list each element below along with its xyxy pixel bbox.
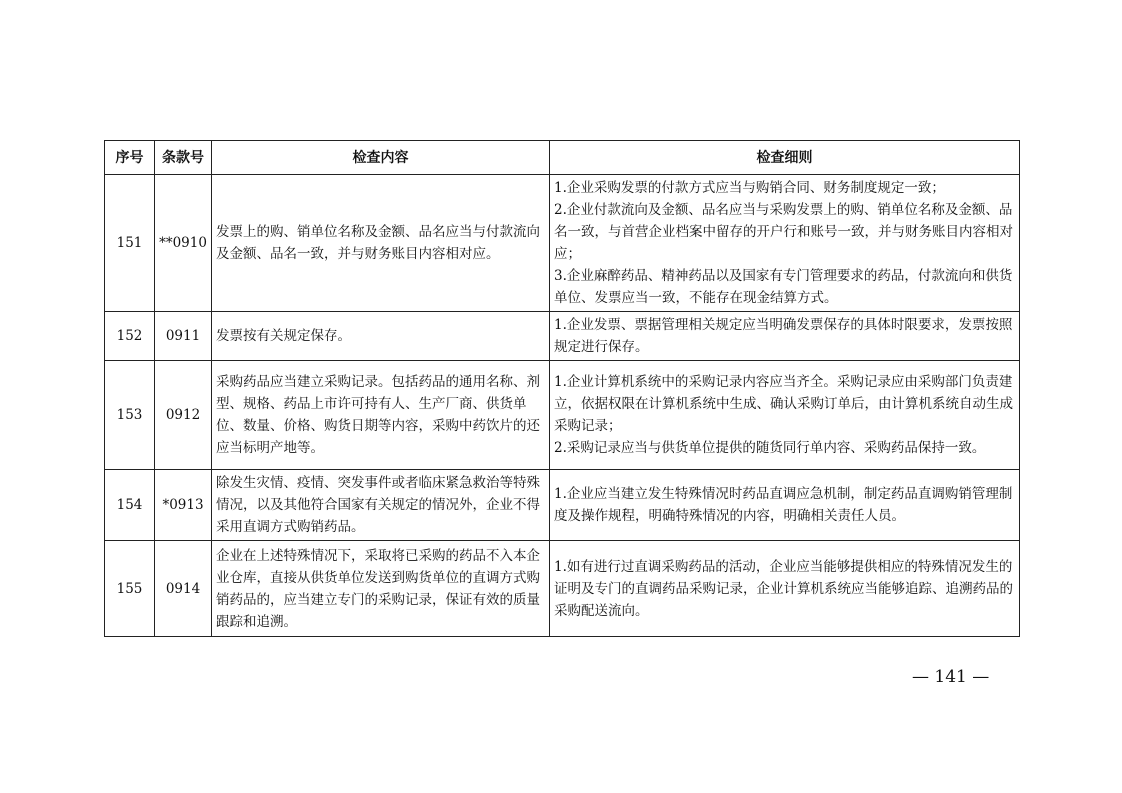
row-serial-number: 153 <box>105 361 155 470</box>
header-inspection-details: 检查细则 <box>550 141 1020 175</box>
detail-item: 3.企业麻醉药品、精神药品以及国家有专门管理要求的药品，付款流向和供货单位、发票应当一致，不能存在现金结算方式。 <box>554 268 1013 306</box>
row-inspection-content: 发票按有关规定保存。 <box>212 312 550 361</box>
detail-item: 1.企业采购发票的付款方式应当与购销合同、财务制度规定一致； <box>554 180 945 196</box>
row-clause-number: 0912 <box>155 361 212 470</box>
row-serial-number: 154 <box>105 470 155 541</box>
row-inspection-details <box>550 470 1020 541</box>
table-row <box>105 361 1020 470</box>
table-row <box>105 175 1020 312</box>
row-inspection-details <box>550 175 1020 312</box>
table-row <box>105 312 1020 361</box>
table-header <box>105 141 1020 175</box>
detail-item: 2.采购记录应当与供货单位提供的随货同行单内容、采购药品保持一致。 <box>554 440 986 456</box>
row-inspection-details <box>550 312 1020 361</box>
inspection-table <box>104 140 1020 637</box>
row-inspection-content: 企业在上述特殊情况下，采取将已采购的药品不入本企业仓库，直接从供货单位发送到购货单位的直调方式购销药品的，应当建立专门的采购记录，保证有效的质量跟踪和追溯。 <box>212 541 550 637</box>
row-inspection-details <box>550 361 1020 470</box>
row-clause-number: **0910 <box>155 175 212 312</box>
header-serial-number: 序号 <box>105 141 155 175</box>
row-clause-number: *0913 <box>155 470 212 541</box>
row-serial-number: 155 <box>105 541 155 637</box>
header-row <box>105 141 1020 175</box>
row-inspection-content: 除发生灾情、疫情、突发事件或者临床紧急救治等特殊情况，以及其他符合国家有关规定的情况外，企业不得采用直调方式购销药品。 <box>212 470 550 541</box>
detail-item: 1.企业发票、票据管理相关规定应当明确发票保存的具体时限要求，发票按照规定进行保存。 <box>554 317 1013 355</box>
detail-item: 2.企业付款流向及金额、品名应当与采购发票上的购、销单位名称及金额、品名一致，与首营企业档案中留存的开户行和账号一致，并与财务账目内容相对应； <box>554 202 1013 262</box>
row-inspection-details <box>550 541 1020 637</box>
header-clause-number: 条款号 <box>155 141 212 175</box>
row-clause-number: 0911 <box>155 312 212 361</box>
page-number: — 141 — <box>912 667 990 687</box>
row-inspection-content: 发票上的购、销单位名称及金额、品名应当与付款流向及金额、品名一致，并与财务账目内容相对应。 <box>212 175 550 312</box>
table-row <box>105 470 1020 541</box>
header-inspection-content: 检查内容 <box>212 141 550 175</box>
row-clause-number: 0914 <box>155 541 212 637</box>
table-row <box>105 541 1020 637</box>
detail-item: 1.企业应当建立发生特殊情况时药品直调应急机制，制定药品直调购销管理制度及操作规程，明确特殊情况的内容，明确相关责任人员。 <box>554 486 1013 524</box>
row-inspection-content: 采购药品应当建立采购记录。包括药品的通用名称、剂型、规格、药品上市许可持有人、生产厂商、供货单位、数量、价格、购货日期等内容，采购中药饮片的还应当标明产地等。 <box>212 361 550 470</box>
row-serial-number: 152 <box>105 312 155 361</box>
row-serial-number: 151 <box>105 175 155 312</box>
detail-item: 1.企业计算机系统中的采购记录内容应当齐全。采购记录应由采购部门负责建立，依据权限在计算机系统中生成、确认采购订单后，由计算机系统自动生成采购记录； <box>554 374 1013 434</box>
table-body <box>105 175 1020 637</box>
detail-item: 1.如有进行过直调采购药品的活动，企业应当能够提供相应的特殊情况发生的证明及专门的直调药品采购记录，企业计算机系统应当能够追踪、追溯药品的采购配送流向。 <box>554 558 1013 619</box>
